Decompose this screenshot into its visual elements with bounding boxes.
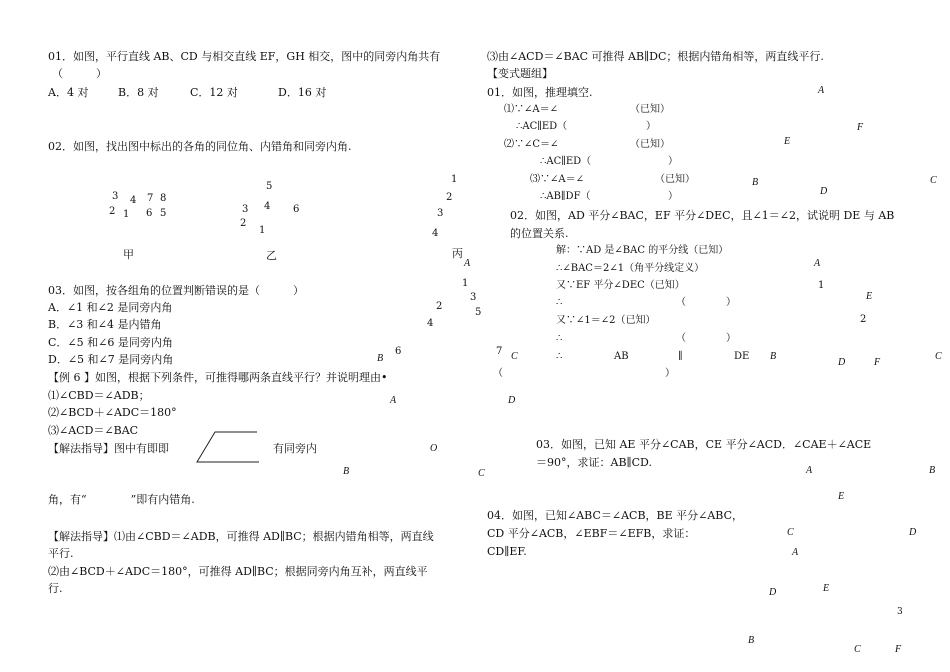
- solution-reason-close: ）: [665, 368, 675, 379]
- solution-de: DE: [734, 351, 750, 362]
- point-label: B: [929, 465, 936, 476]
- figure-caption: 乙: [266, 249, 277, 262]
- point-label: O: [430, 443, 438, 454]
- point-label: D: [508, 395, 516, 406]
- point-label: D: [909, 527, 917, 538]
- hint-2-line-4: 行.: [48, 582, 63, 595]
- point-label: A: [814, 258, 821, 269]
- point-label: C: [930, 175, 937, 186]
- angle-label: 5: [475, 307, 482, 318]
- q03-option-c: C．∠5 和∠6 是同旁内角: [48, 336, 173, 349]
- angle-label: 6: [146, 208, 153, 219]
- solution-line-1: 解：∵AD 是∠BAC 的平分线（已知）: [556, 245, 729, 256]
- angle-label: 2: [109, 206, 116, 217]
- point-label: D: [769, 587, 777, 598]
- fill-reason-1: （已知）: [630, 104, 670, 115]
- angle-label: 4: [432, 228, 439, 239]
- angle-label: 7: [147, 193, 154, 204]
- point-label: E: [823, 583, 830, 594]
- angle-label: 8: [160, 193, 167, 204]
- example-6-item-1: ⑴∠CBD＝∠ADB；: [48, 389, 150, 402]
- point-label: B: [748, 635, 755, 646]
- solution-ab: AB: [614, 351, 629, 362]
- solution-reason-4: （ ）: [676, 297, 736, 308]
- fill-reason-2: ）: [646, 121, 656, 132]
- angle-label: 4: [264, 201, 271, 212]
- variant-q02-line-2: 的位置关系.: [510, 227, 569, 240]
- solution-line-5: 又∵∠1＝∠2（已知）: [556, 315, 656, 326]
- angle-label: 5: [266, 181, 273, 192]
- variant-q02-line-1: 02．如图，AD 平分∠BAC，EF 平分∠DEC，且∠1＝∠2，试说明 DE 与 AB: [510, 209, 895, 222]
- angle-label: 2: [446, 192, 453, 203]
- point-label: A: [390, 395, 397, 406]
- q03-option-b: B．∠3 和∠4 是内错角: [48, 318, 162, 331]
- fill-line-5: ⑶∵∠A＝∠: [530, 174, 584, 185]
- solution-line-6: ∴: [556, 333, 563, 344]
- point-label: B: [770, 351, 777, 362]
- variant-q04-line-1: 04．如图，已知∠ABC＝∠ACB，BE 平分∠ABC，: [487, 509, 743, 522]
- q01-option-a: A．4 对: [48, 86, 89, 99]
- point-label: D: [820, 186, 828, 197]
- solution-parallel: ∥: [678, 351, 683, 362]
- hint-1-text-c: 角，有“ ”即有内错角.: [48, 493, 195, 506]
- fill-reason-5: （已知）: [655, 174, 695, 185]
- hint-2-line-3: ⑵由∠BCD＋∠ADC＝180°，可推得 AD∥BC；根据同旁内角互补，两直线平: [48, 565, 428, 578]
- angle-label: 3: [112, 191, 119, 202]
- figure-caption: 甲: [123, 248, 134, 261]
- question-03-text: 03．如图，按各组角的位置判断错误的是（ ）: [48, 284, 304, 297]
- point-label: B: [377, 353, 384, 364]
- angle-label: 2: [240, 218, 247, 229]
- right-top-line: ⑶由∠ACD＝∠BAC 可推得 AB∥DC；根据内错角相等，两直线平行.: [487, 50, 824, 63]
- figure-caption: 丙: [452, 247, 463, 260]
- question-01-blank: （ ）: [52, 67, 107, 80]
- point-label: C: [935, 351, 942, 362]
- angle-label: 1: [451, 174, 458, 185]
- hint-2-line-1: 【解法指导】⑴由∠CBD＝∠ADB，可推得 AD∥BC；根据内错角相等，两直线: [48, 530, 434, 543]
- fill-reason-4: ）: [668, 156, 678, 167]
- question-01-text: 01．如图，平行直线 AB、CD 与相交直线 EF，GH 相交，图中的同旁内角共有: [48, 50, 441, 63]
- fill-reason-3: （已知）: [630, 139, 670, 150]
- solution-line-7: ∴: [556, 351, 563, 362]
- example-6-item-3: ⑶∠ACD＝∠BAC: [48, 424, 139, 437]
- question-02-text: 02．如图，找出图中标出的各角的同位角、内错角和同旁内角.: [48, 140, 352, 153]
- point-label: C: [478, 468, 485, 479]
- q03-option-d: D．∠5 和∠7 是同旁内角: [48, 353, 174, 366]
- point-label: B: [752, 177, 759, 188]
- point-label: A: [806, 465, 813, 476]
- point-label: A: [818, 85, 825, 96]
- example-6-item-2: ⑵∠BCD＋∠ADC＝180°: [48, 406, 177, 419]
- q01-option-d: D．16 对: [278, 86, 327, 99]
- angle-label: 6: [395, 346, 402, 357]
- variant-q04-line-3: CD∥EF.: [487, 545, 527, 558]
- solution-line-2: ∴∠BAC＝2∠1（角平分线定义）: [556, 263, 705, 274]
- point-label: D: [838, 357, 846, 368]
- point-label: A: [464, 258, 471, 269]
- hint-1-text-a: 【解法指导】图中有即即: [48, 442, 169, 455]
- point-label: F: [857, 122, 864, 133]
- angle-label: 4: [130, 195, 137, 206]
- angle-label: 1: [123, 209, 130, 220]
- angle-label: 4: [427, 318, 434, 329]
- angle-label: 2: [436, 301, 443, 312]
- point-label: F: [874, 357, 881, 368]
- variant-q03-line-2: ＝90°，求证：AB∥CD.: [536, 456, 652, 469]
- z-shape-figure: [195, 430, 265, 464]
- angle-label: 7: [496, 346, 503, 357]
- angle-label: 2: [860, 314, 867, 325]
- fill-line-1: ⑴∵∠A＝∠: [504, 104, 558, 115]
- angle-label: 1: [462, 278, 469, 289]
- solution-reason-open: （: [493, 368, 503, 379]
- point-label: E: [784, 136, 791, 147]
- fill-line-4: ∴AC∥ED（: [540, 156, 592, 167]
- point-label: B: [343, 466, 350, 477]
- point-label: E: [838, 491, 845, 502]
- point-label: A: [792, 547, 799, 558]
- q03-option-a: A．∠1 和∠2 是同旁内角: [48, 301, 173, 314]
- angle-label: 3: [437, 208, 444, 219]
- angle-label: 1: [259, 225, 266, 236]
- point-label: C: [787, 527, 794, 538]
- variant-q03-line-1: 03．如图，已知 AE 平分∠CAB，CE 平分∠ACD．∠CAE＋∠ACE: [536, 438, 872, 451]
- angle-label: 1: [818, 280, 825, 291]
- fill-line-3: ⑵∵∠C＝∠: [504, 139, 559, 150]
- variant-q01-title: 01．如图，推理填空.: [487, 86, 593, 99]
- fill-reason-6: ）: [668, 191, 678, 202]
- angle-label: 3: [242, 204, 249, 215]
- solution-reason-6: （ ）: [676, 333, 736, 344]
- page-number: 3: [897, 607, 903, 617]
- point-label: C: [511, 351, 518, 362]
- hint-2-line-2: 平行.: [48, 547, 74, 560]
- hint-1-text-b: 有同旁内: [273, 442, 317, 455]
- point-label: F: [895, 644, 902, 655]
- angle-label: 3: [470, 292, 477, 303]
- fill-line-2: ∴AC∥ED（: [516, 121, 568, 132]
- section-title: 【变式题组】: [487, 67, 553, 80]
- angle-label: 6: [293, 204, 300, 215]
- solution-line-4: ∴: [556, 297, 563, 308]
- variant-q04-line-2: CD 平分∠ACB，∠EBF＝∠EFB，求证：: [487, 527, 696, 540]
- q01-option-b: B．8 对: [118, 86, 159, 99]
- point-label: E: [866, 291, 873, 302]
- example-6-title: 【例 6 】如图，根据下列条件，可推得哪两条直线平行？并说明理由•: [48, 371, 388, 384]
- q01-option-c: C．12 对: [190, 86, 238, 99]
- point-label: C: [854, 644, 861, 655]
- fill-line-6: ∴AB∥DF（: [540, 191, 591, 202]
- solution-line-3: 又∵EF 平分∠DEC（已知）: [556, 280, 685, 291]
- angle-label: 5: [160, 208, 167, 219]
